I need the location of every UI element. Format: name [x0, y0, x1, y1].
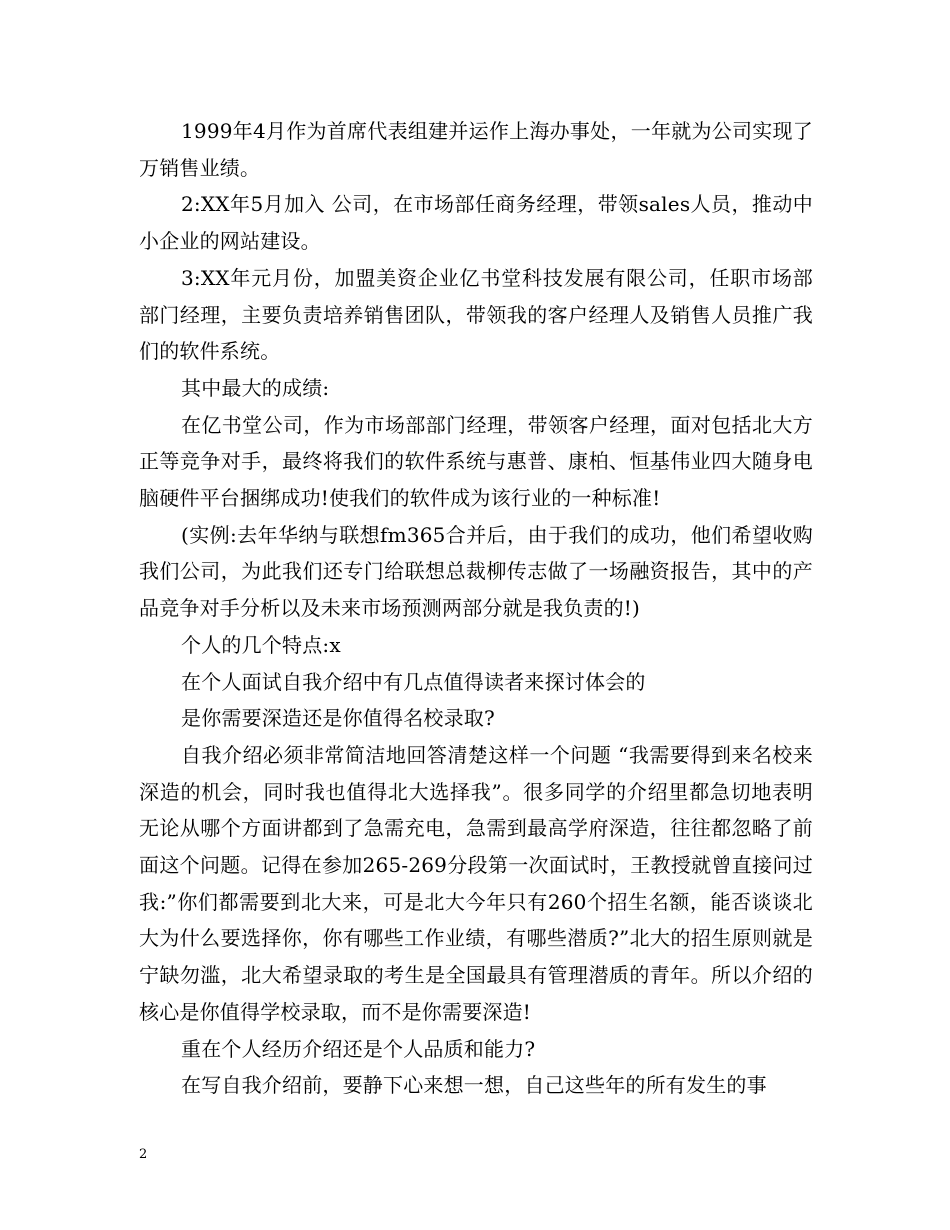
page-number: 2: [139, 1147, 148, 1162]
document-body: [139, 113, 813, 1104]
paragraph-1: 1999年4月作为首席代表组建并运作上海办事处，一年就为公司实现了 万销售业绩。: [139, 119, 813, 180]
paragraph-2: 2:XX年5月加入 公司，在市场部任商务经理，带领sales人员，推动中小企业的网站建设。: [139, 192, 813, 254]
paragraph-10: 自我介绍必须非常简洁地回答清楚这样一个问题 “我需要得到来名校来深造的机会，同时我也值得北大选择我”。很多同学的介绍里都急切地表明无论从哪个方面讲都到了急需充电，急需到最高学府深造，往往都忽略了前面这个问题。记得在参加265-269分段第一次面试时，王教授就曾直接问过我:”你们都需要到北大来，可是北大今年只有260个招生名额，能否谈谈北大为什么要选择你，你有哪些工作业绩，有哪些潜质?”北大的招生原则就是宁缺勿滥，北大希望录取的考生是全国最具有管理潜质的青年。所以介绍的核心是你值得学校录取，而不是你需要深造!: [139, 742, 813, 1024]
paragraph-6: (实例:去年华纳与联想fm365合并后，由于我们的成功，他们希望收购我们公司，为此我们还专门给联想总裁柳传志做了一场融资报告，其中的产品竞争对手分析以及未来市场预测两部分就是我负责的!): [139, 522, 813, 621]
paragraph-4: 其中最大的成绩:: [181, 375, 330, 400]
paragraph-3: 3:XX年元月份，加盟美资企业亿书堂科技发展有限公司，任职市场部部门经理，主要负责培养销售团队，带领我的客户经理人及销售人员推广我们的软件系统。: [139, 265, 813, 364]
paragraph-5: 在亿书堂公司，作为市场部部门经理，带领客户经理，面对包括北大方正等竞争对手，最终将我们的软件系统与惠普、康柏、恒基伟业四大随身电脑硬件平台捆绑成功!使我们的软件成为该行业的一种标准!: [139, 412, 813, 511]
paragraph-7: 个人的几个特点:x: [181, 632, 341, 657]
paragraph-9: 是你需要深造还是你值得名校录取?: [181, 706, 495, 731]
paragraph-8: 在个人面试自我介绍中有几点值得读者来探讨体会的: [181, 669, 646, 694]
paragraph-12: 在写自我介绍前，要静下心来想一想，自己这些年的所有发生的事: [181, 1073, 767, 1098]
paragraph-11: 重在个人经历介绍还是个人品质和能力?: [181, 1036, 536, 1061]
